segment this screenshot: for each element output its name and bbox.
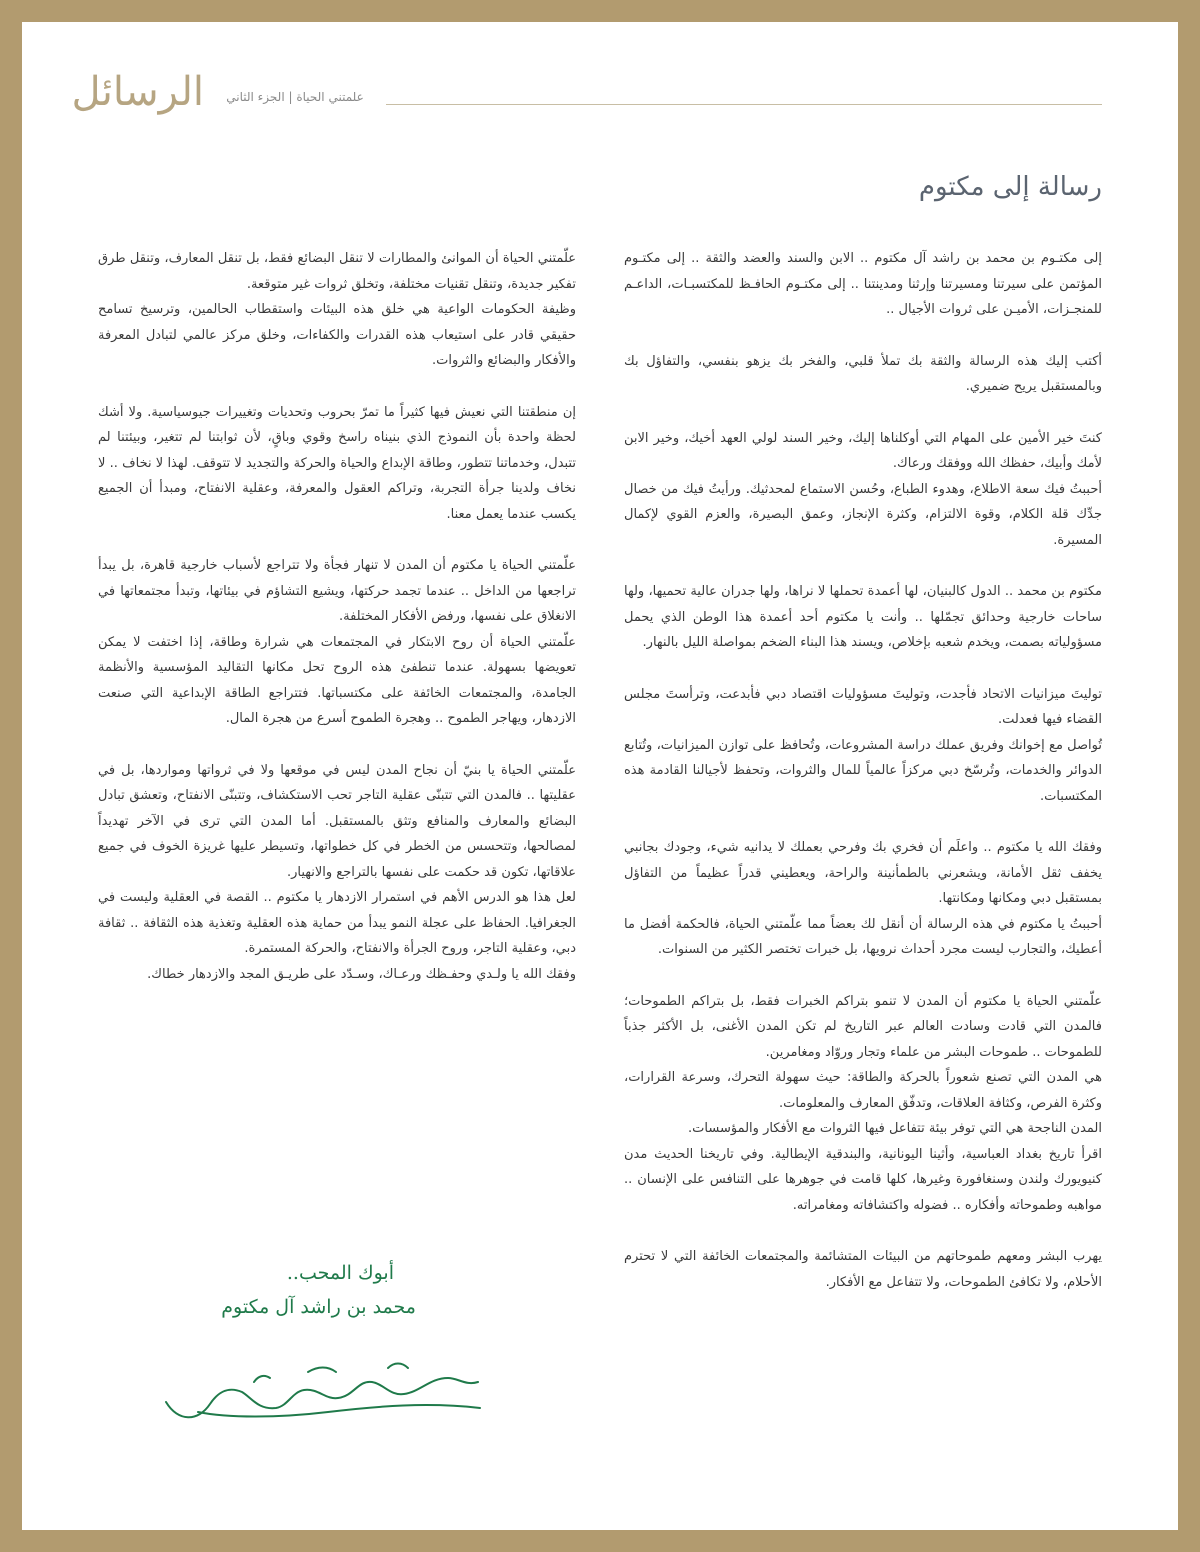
left-column-paragraph: علّمتني الحياة يا بنيّ أن نجاح المدن ليس في موقعها ولا في ثرواتها ومواردها، بل في عقليتها .. فالمدن التي تتبنّى عقلية التاجر تحب الاستكشاف، وتتبنّى الانفتاح، وتعشق تبادل البضائع والمعارف والمنافع وتثق بالمستقبل. أما المدن التي ترى في الآخر تهديداً لمصالحها، وتتحسس من الخطر في كل خطواتها، وتسيطر عليها غريزة الخوف في جميع علاقاتها، تكون قد حكمت على نفسها بالتراجع والانهيار. <box>98 762 576 880</box>
right-column-paragraph: إلى مكتـوم بن محمد بن راشد آل مكتوم .. الابن والسند والعضد والثقة .. إلى مكتـوم المؤتمن على سيرتنا ومسيرتنا وإرثنا ومدينتنا .. إلى مكتـوم الحافـظ للمكتسبـات، الداعـم للمنجـزات، الأميـن على ثروات الأجيال .. <box>624 251 1102 317</box>
right-column-paragraph: أحببتُ يا مكتوم في هذه الرسالة أن أنقل لك بعضاً مما علّمتني الحياة، فالحكمة أفضل ما أعطيك، والتجارب ليست مجرد أحداث نرويها، بل خبرات تختصر الكثير من السنوات. <box>624 916 1102 957</box>
left-column-paragraph: وظيفة الحكومات الواعية هي خلق هذه البيئات واستقطاب الحالمين، وترسيخ تسامح حقيقي قادر على استيعاب هذه القدرات والكفاءات، وخلق مركز عالمي لتبادل المعرفة والأفكار والبضائع والثروات. <box>98 302 576 368</box>
right-column-paragraph: مكتوم بن محمد .. الدول كالبنيان، لها أعمدة تحملها لا نراها، ولها جدران عالية تحميها، ولها ساحات خارجية وحدائق تجمّلها .. وأنت يا مكتوم أحد أعمدة هذا الوطن الذي يحمل مسؤولياته بصمت، ويخدم شعبه بإخلاص، ويسند هذا البناء الضخم بمواصلة الليل بالنهار. <box>624 584 1102 650</box>
right-column-paragraph: المدن الناجحة هي التي توفر بيئة تتفاعل فيها الثروات مع الأفكار والمؤسسات. <box>688 1121 1102 1136</box>
left-column-paragraph: علّمتني الحياة أن روح الابتكار في المجتمعات هي شرارة وطاقة، إذا اختفت لا يمكن تعويضها بسهولة. عندما تنطفئ هذه الروح تحل مكانها التقاليد المؤسسية والأنظمة الجامدة، والمجتمعات الخائفة على مكتسباتها. فتتراجع الطاقة الإبداعية التي صنعت الازدهار، ويهاجر الطموح .. وهجرة الطموح أسرع من هجرة المال. <box>98 634 576 726</box>
left-column-paragraph: علّمتني الحياة أن الموانئ والمطارات لا تنقل البضائع فقط، بل تنقل المعارف، وتنقل طرق تفكير جديدة، وتنقل تقنيات مختلفة، وتخلق ثروات غير متوقعة. <box>98 251 576 292</box>
left-column-paragraph: علّمتني الحياة يا مكتوم أن المدن لا تنهار فجأة ولا تتراجع لأسباب خارجية قاهرة، بل يبدأ تراجعها من الداخل .. عندما تجمد حركتها، ويشيع التشاؤم في بيئاتها، وتبدأ مجتمعاتها في الانغلاق على نفسها، ورفض الأفكار المختلفة. <box>98 558 576 624</box>
right-column-paragraph: اقرأ تاريخ بغداد العباسية، وأثينا اليونانية، والبندقية الإيطالية. وفي تاريخنا الحديث مدن كنيويورك ولندن وسنغافورة وغيرها، كلها قامت في جوهرها على التنافس على الإنسان .. مواهبه وطموحاته وأفكاره .. فضوله واكتشافاته ومغامراته. <box>624 1146 1102 1213</box>
right-column <box>624 246 1102 1321</box>
right-column-paragraph: هي المدن التي تصنع شعوراً بالحركة والطاقة: حيث سهولة التحرك، وسرعة القرارات، وكثرة الفرص، وكثافة العلاقات، وتدفّق المعارف والمعلومات. <box>624 1070 1102 1111</box>
signoff-greeting: أبوك المحب.. <box>286 1262 394 1284</box>
left-column-paragraph: وفقك الله يا ولـدي وحفـظك ورعـاك، وسـدّد على طريـق المجد والازدهار خطاك. <box>147 966 576 982</box>
signoff <box>160 1262 420 1318</box>
right-column-paragraph: علّمتني الحياة يا مكتوم أن المدن لا تنمو بتراكم الخبرات فقط، بل بتراكم الطموحات؛ فالمدن التي قادت وسادت العالم عبر التاريخ لم تكن المدن الأغنى، بل الأكثر جذباً للطموحات .. طموحات البشر من علماء وتجار وروّاد ومغامرين. <box>624 993 1102 1060</box>
handwritten-signature <box>158 1352 498 1432</box>
right-column-paragraph: كنتَ خير الأمين على المهام التي أوكلناها إليك، وخير السند لولي العهد أخيك، وخير الابن لأمك وأبيك، حفظك الله ووفقك ورعاك. <box>624 430 1102 471</box>
logo: الرسائل <box>71 69 204 115</box>
right-column-paragraph: أكتب إليك هذه الرسالة والثقة بك تملأ قلبي، والفخر بك يزهو بنفسي، والتفاؤل بك وبالمستقبل يريح ضميري. <box>624 353 1102 394</box>
right-column-paragraph: تُواصل مع إخوانك وفريق عملك دراسة المشروعات، وتُحافظ على توازن الميزانيات، وتُتابع الدوائر والخدمات، وتُرسّخ دبي مركزاً عالمياً للمال والثروات، وتحفظ لأجيالنا القادمة هذه المكتسبات. <box>624 737 1102 804</box>
series-label: علمتني الحياة | الجزء الثاني <box>226 90 364 104</box>
left-column <box>98 246 576 1013</box>
header-rule <box>386 104 1102 105</box>
right-column-paragraph: توليتَ ميزانيات الاتحاد فأجدت، وتوليتَ مسؤوليات اقتصاد دبي فأبدعت، وترأستَ مجلس القضاء فيها فعدلت. <box>624 686 1102 727</box>
right-column-paragraph: وفقك الله يا مكتوم .. واعلَم أن فخري بك وفرحي بعملك لا يدانيه شيء، وجودك بجانبي يخفف ثقل الأمانة، ويشعرني بالطمأنينة والراحة، ويعطيني قدراً عظيماً من التفاؤل بمستقبل دبي ومكانها ومكانتها. <box>624 840 1102 906</box>
right-column-paragraph: أحببتُ فيك سعة الاطلاع، وهدوء الطباع، وحُسن الاستماع لمحدثيك. ورأيتُ فيك من خصال جدِّك قلة الكلام، وقوة الالتزام، وكثرة الإنجاز، وعمق البصيرة، والعزم القوي لإكمال المسيرة. <box>624 481 1102 548</box>
left-column-paragraph: لعل هذا هو الدرس الأهم في استمرار الازدهار يا مكتوم .. القصة في العقلية وليست في الجغرافيا. الحفاظ على عجلة النمو يبدأ من حماية هذه العقلية وتغذية هذه الثقافة .. ثقافة دبي، وعقلية التاجر، وروح الجرأة والانفتاح، والحركة المستمرة. <box>98 890 576 956</box>
left-column-paragraph: إن منطقتنا التي نعيش فيها كثيراً ما تمرّ بحروب وتحديات وتغييرات جيوسياسية. ولا أشك لحظة واحدة بأن النموذج الذي بنيناه راسخ وقوي وباقٍ، لأن ثوابتنا لم تتغير، وبيئتنا لم تتبدل، وخدماتنا تتطور، وطاقة الإبداع والحياة والحركة والتجديد لا تتوقف. لهذا لا نخاف .. لا نخاف ولدينا جرأة التجربة، وتراكم العقول والمعرفة، وعقلية الانفتاح، ومبدأ أن الجميع يكسب عندما يعمل معنا. <box>98 404 576 522</box>
signoff-name: محمد بن راشد آل مكتوم <box>221 1296 416 1318</box>
header <box>62 52 1122 132</box>
letter-title: رسالة إلى مكتوم <box>918 172 1102 202</box>
right-column-paragraph: يهرب البشر ومعهم طموحاتهم من البيئات المتشائمة والمجتمعات الخائفة التي لا تحترم الأحلام، ولا تكافئ الطموحات، ولا تتفاعل مع الأفكار. <box>624 1249 1102 1290</box>
